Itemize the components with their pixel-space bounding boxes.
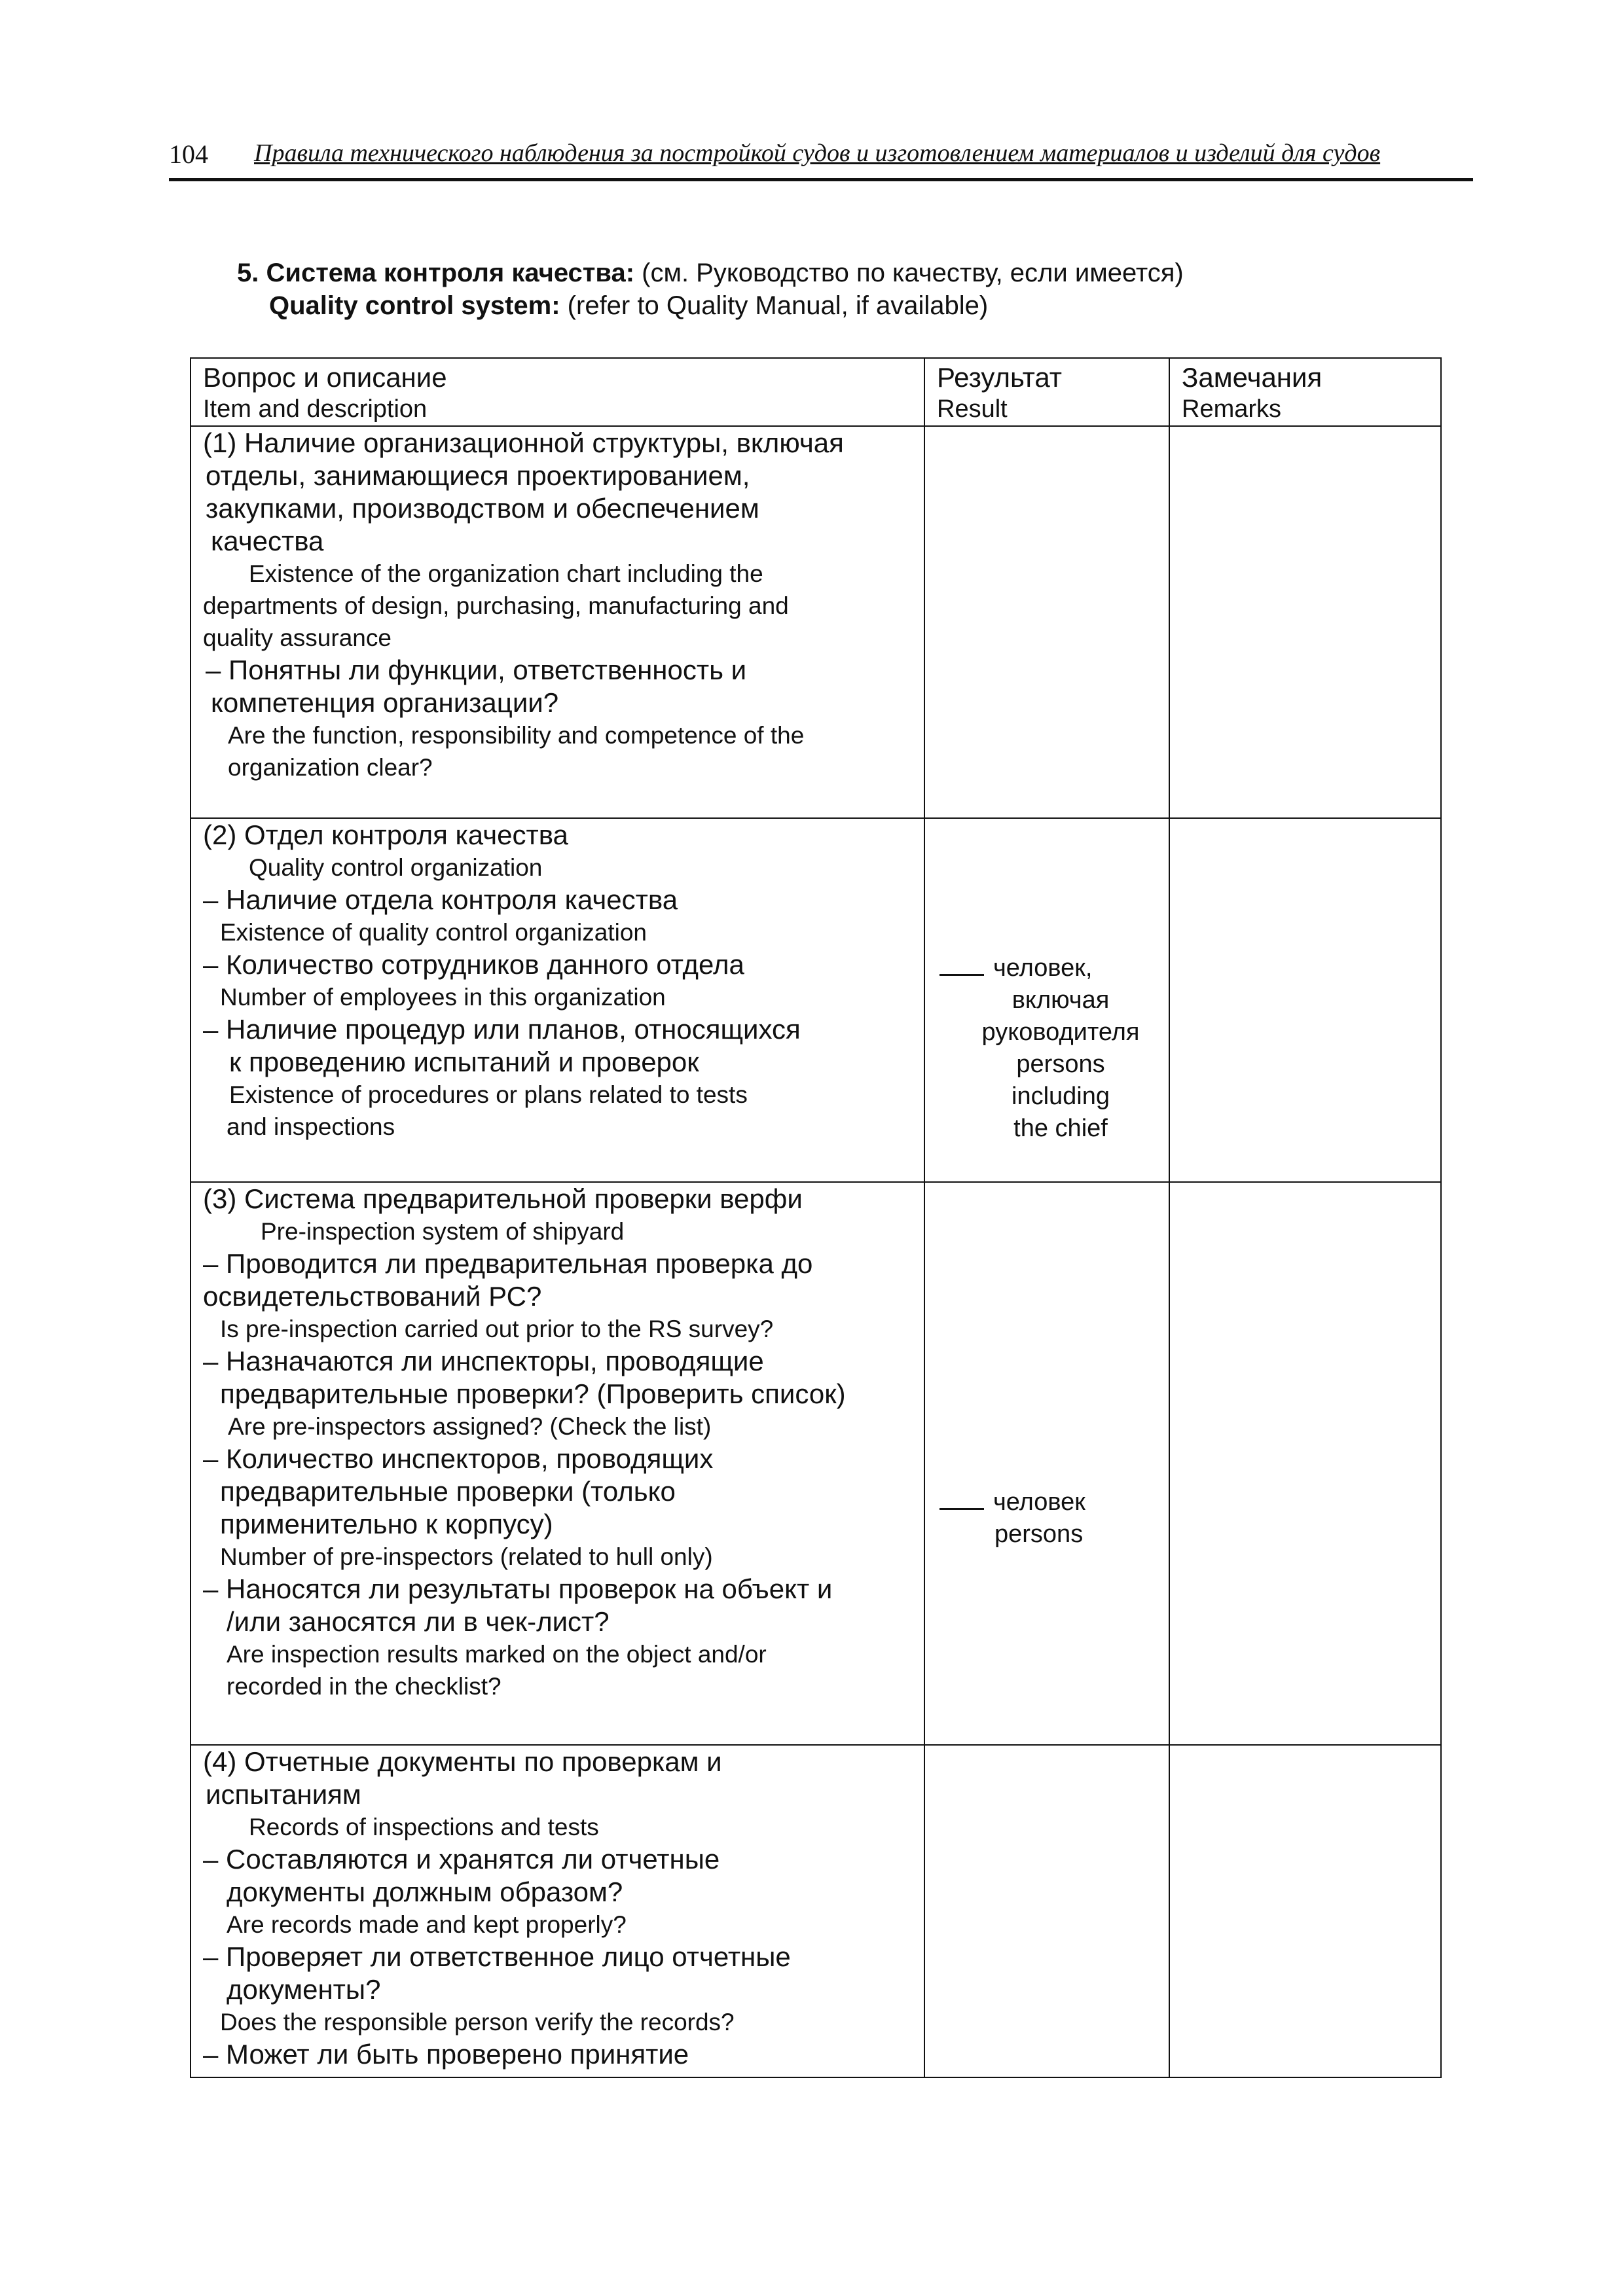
item-line: (3) Система предварительной проверки верфи xyxy=(203,1183,803,1214)
remarks-cell xyxy=(1169,1182,1441,1745)
item-line: документы? xyxy=(227,1974,381,2005)
item-cell xyxy=(191,1745,924,2077)
item-line: Are pre-inspectors assigned? (Check the list) xyxy=(228,1413,712,1440)
item-line: Records of inspections and tests xyxy=(249,1814,599,1840)
result-cell xyxy=(924,1182,1169,1745)
item-line: /или заносятся ли в чек-лист? xyxy=(227,1606,610,1637)
item-line: Are records made and kept properly? xyxy=(227,1911,627,1938)
table-row xyxy=(191,818,1441,1182)
item-line: компетенция организации? xyxy=(211,687,559,718)
item-line: – Количество инспекторов, проводящих xyxy=(203,1443,714,1474)
fill-in-blank[interactable] xyxy=(939,954,984,976)
item-line: organization clear? xyxy=(228,754,433,781)
header-rule xyxy=(169,178,1473,181)
remarks-cell xyxy=(1169,426,1441,818)
column-header-ru: Замечания xyxy=(1182,362,1322,393)
item-line: к проведению испытаний и проверок xyxy=(229,1047,699,1077)
column-header-en: Result xyxy=(937,395,1008,423)
inspector-count-field xyxy=(939,1486,1085,1551)
section-title-en: Quality control system: xyxy=(269,291,560,320)
item-line: recorded in the checklist? xyxy=(227,1673,501,1700)
result-line: руководителя xyxy=(981,1018,1140,1046)
item-cell xyxy=(191,1182,924,1745)
item-line: применительно к корпусу) xyxy=(220,1509,553,1539)
column-header-ru: Вопрос и описание xyxy=(203,362,447,393)
item-line: отделы, занимающиеся проектированием, xyxy=(206,460,750,491)
item-line: quality assurance xyxy=(203,624,392,651)
item-line: предварительные проверки? (Проверить список) xyxy=(220,1378,846,1409)
item-cell xyxy=(191,818,924,1182)
result-line: включая xyxy=(1012,986,1110,1014)
remarks-cell xyxy=(1169,818,1441,1182)
item-line: Number of employees in this organization xyxy=(220,984,666,1011)
column-header-ru: Результат xyxy=(937,362,1063,393)
item-line: – Проверяет ли ответственное лицо отчетные xyxy=(203,1941,791,1972)
item-line: – Наличие процедур или планов, относящихся xyxy=(203,1014,801,1045)
item-line: – Наличие отдела контроля качества xyxy=(203,884,678,915)
item-line: (1) Наличие организационной структуры, включая xyxy=(203,427,844,458)
item-line: предварительные проверки (только xyxy=(220,1476,676,1507)
fill-in-blank[interactable] xyxy=(939,1488,984,1510)
remarks-cell xyxy=(1169,1745,1441,2077)
section-heading-ru xyxy=(237,257,1184,289)
result-line: persons xyxy=(994,1520,1084,1548)
table-header-row xyxy=(191,358,1441,426)
item-line: – Проводится ли предварительная проверка до xyxy=(203,1248,813,1279)
result-cell xyxy=(924,426,1169,818)
page-number: 104 xyxy=(169,139,208,169)
item-line: Are the function, responsibility and competence of the xyxy=(228,722,805,749)
item-cell xyxy=(191,426,924,818)
column-header-remarks xyxy=(1169,358,1441,426)
item-line: Existence of procedures or plans related to tests xyxy=(229,1081,748,1108)
section-heading-en xyxy=(237,289,1184,322)
result-line: человек, xyxy=(939,952,1162,984)
checklist-table xyxy=(190,357,1442,2078)
item-line: Number of pre-inspectors (related to hull only) xyxy=(220,1543,713,1570)
item-line: Does the responsible person verify the records? xyxy=(220,2009,735,2036)
item-line: (4) Отчетные документы по проверкам и xyxy=(203,1746,722,1777)
item-line: – Составляются и хранятся ли отчетные xyxy=(203,1844,720,1874)
table-row xyxy=(191,426,1441,818)
section-note-ru: (см. Руководство по качеству, если имеется) xyxy=(634,259,1184,287)
employee-count-field xyxy=(939,952,1162,1145)
item-line: – Понятны ли функции, ответственность и xyxy=(206,655,747,685)
page-header xyxy=(169,139,1473,182)
section-title-ru: 5. Система контроля качества: xyxy=(237,259,635,287)
item-line: Existence of quality control organization xyxy=(220,919,647,946)
item-line: Are inspection results marked on the object and/or xyxy=(227,1641,767,1668)
item-line: Pre-inspection system of shipyard xyxy=(261,1218,625,1245)
column-header-item xyxy=(191,358,924,426)
item-line: документы должным образом? xyxy=(227,1876,623,1907)
result-cell xyxy=(924,1745,1169,2077)
item-line: – Наносятся ли результаты проверок на объект и xyxy=(203,1573,833,1604)
item-line: – Может ли быть проверено принятие xyxy=(203,2039,689,2070)
section-heading xyxy=(237,257,1184,322)
item-line: закупками, производством и обеспечением xyxy=(206,493,759,524)
item-line: – Назначаются ли инспекторы, проводящие xyxy=(203,1346,764,1376)
item-line: Is pre-inspection carried out prior to the RS survey? xyxy=(220,1316,774,1342)
column-header-result xyxy=(924,358,1169,426)
item-line: and inspections xyxy=(227,1113,395,1140)
column-header-en: Item and description xyxy=(203,395,428,423)
item-line: departments of design, purchasing, manufacturing and xyxy=(203,592,789,619)
result-line: человек xyxy=(939,1486,1085,1518)
result-cell xyxy=(924,818,1169,1182)
table-row xyxy=(191,1182,1441,1745)
running-title: Правила технического наблюдения за постройкой судов и изготовлением материалов и изделий для судов xyxy=(254,139,1381,167)
item-line: освидетельствований РС? xyxy=(203,1281,542,1312)
item-line: качества xyxy=(211,526,324,556)
item-line: (2) Отдел контроля качества xyxy=(203,819,568,850)
item-line: испытаниям xyxy=(206,1779,361,1810)
column-header-en: Remarks xyxy=(1182,395,1282,423)
section-note-en: (refer to Quality Manual, if available) xyxy=(560,291,989,320)
item-line: Existence of the organization chart including the xyxy=(249,560,763,587)
item-line: Quality control organization xyxy=(249,854,543,881)
result-line: persons xyxy=(1016,1050,1105,1078)
table-row xyxy=(191,1745,1441,2077)
result-line: including xyxy=(1012,1083,1110,1110)
item-line: – Количество сотрудников данного отдела xyxy=(203,949,744,980)
result-line: the chief xyxy=(1013,1115,1108,1142)
